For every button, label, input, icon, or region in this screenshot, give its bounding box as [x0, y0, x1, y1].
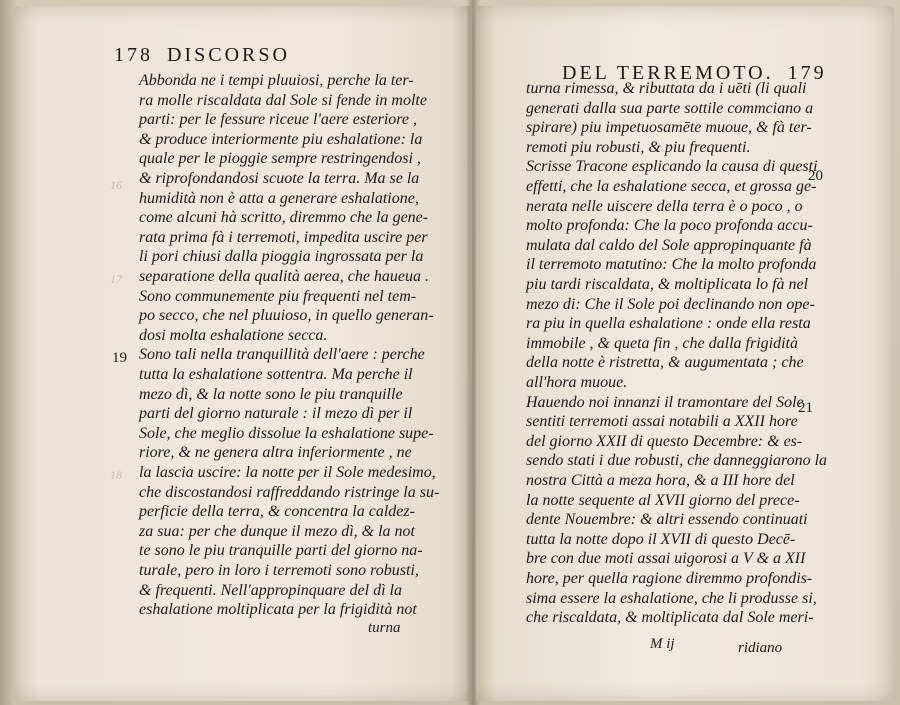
text-line: sentiti terremoti assai notabili a XXII hore [526, 413, 798, 431]
text-line: & frequenti. Nell'appropinquare del dì la [139, 581, 402, 599]
left-running-head [114, 44, 290, 67]
text-line: remoti piu robusti, & piu frequenti. [526, 138, 751, 156]
text-line: piu tardi riscaldata, & moltiplicata lo fà nel [526, 276, 809, 293]
right-margin-number-20: 20 [808, 168, 823, 184]
left-page-number: 178 [114, 44, 153, 66]
text-line: quale per le pioggie sempre restringendosi , [139, 150, 421, 168]
text-line: hore, per quella ragione diremmo profondis- [526, 570, 813, 587]
text-line: della notte è ristretta, & augumentata ; che [526, 354, 804, 372]
text-line: tutta la eshalatione sottentra. Ma perche il [139, 366, 413, 383]
text-line: il terremoto matutino: Che la molto profonda [526, 256, 817, 274]
right-page-number: 179 [787, 62, 827, 84]
left-catchword: turna [368, 620, 401, 636]
text-line: dosi molta eshalatione secca. [139, 326, 328, 344]
text-line: bre con due moti assai uigorosi a V & a XII [526, 550, 806, 568]
right-running-title: DEL TERREMOTO. [562, 62, 774, 84]
text-line: nerata nelle uiscere della terra è o poco , o [526, 197, 803, 215]
text-line: li pori chiusi dalla pioggia ingrossata per la [139, 248, 424, 266]
right-catchword: ridiano [738, 640, 783, 656]
text-line: effetti, che la eshalatione secca, et grossa ge- [526, 178, 817, 195]
text-line: molto profonda: Che la poco profonda accu- [526, 217, 813, 235]
text-line: che discostandosi raffreddando ristringe la su- [139, 483, 440, 501]
text-line: generati dalla sua parte sottile commciano a [526, 99, 814, 117]
text-line: parti del giorno naturale : il mezo dì per il [139, 405, 413, 423]
text-line: riore, & ne genera altra inferiormente , ne [139, 444, 412, 462]
text-line: turale, pero in loro i terremoti sono robusti, [139, 562, 419, 579]
left-page [14, 6, 470, 701]
text-line: Sole, che meglio dissolue la eshalatione supe- [139, 424, 434, 442]
text-line: Sono tali nella tranquillità dell'aere : perche [139, 346, 425, 364]
text-line: nostra Città a meza hora, & a III hore del [526, 472, 795, 489]
text-line: mulata dal caldo del Sole appropinquante fà [526, 236, 812, 254]
text-line: tutta la notte dopo il XVII di questo Decē- [526, 530, 796, 548]
text-line: parti: per le fessure riceue l'aere esteriore , [139, 111, 418, 129]
text-line: Scrisse Tracone esplicando la causa di questi [526, 158, 818, 176]
right-page [476, 6, 894, 701]
text-line: dente Nouembre: & altri essendo continuati [526, 511, 808, 529]
text-line: ra piu in quella eshalatione : onde ella resta [526, 315, 811, 333]
text-line: Sono communemente piu frequenti nel tem- [139, 287, 417, 305]
bleed-mark-18: 18 [110, 468, 122, 482]
text-line: immobile , & queta fin , che dalla frigidità [526, 334, 798, 352]
text-line: rata prima fà i terremoti, impedita uscire per [139, 228, 428, 246]
text-line: sima essere la eshalatione, che li produsse si, [526, 589, 817, 607]
bleed-mark-16: 16 [110, 178, 122, 192]
text-line: del giorno XXII di questo Decembre: & es- [526, 432, 803, 450]
text-line: & riprofondandosi scuote la terra. Ma se la [139, 170, 420, 187]
text-line: perficie della terra, & concentra la caldez- [139, 503, 415, 521]
text-line: separatione della qualità aerea, che haueua . [139, 268, 430, 285]
text-line: mezo dì, & la notte sono le piu tranquille [139, 385, 403, 403]
text-line: come alcuni hà scritto, diremmo che la gene- [139, 209, 429, 227]
text-line: Hauendo noi innanzi il tramontare del Sole [526, 393, 804, 411]
text-line: sendo stati i due robusti, che danneggiarono la [526, 452, 828, 470]
left-margin-number: 19 [112, 350, 127, 366]
left-running-title: DISCORSO [167, 44, 290, 66]
text-line: all'hora muoue. [526, 374, 628, 391]
signature-mark: M ij [650, 636, 675, 652]
text-line: spirare) piu impetuosamēte muoue, & fà ter- [526, 119, 812, 137]
right-margin-number-21: 21 [798, 400, 813, 416]
text-line: ra molle riscaldata dal Sole si fende in molte [139, 91, 427, 109]
text-line: turna rimessa, & ributtata da i uēti (li quali [526, 80, 807, 97]
text-line: za sua: per che dunque il mezo dì, & la not [139, 522, 415, 540]
text-line: po secco, che nel pluuioso, in quello generan- [139, 307, 434, 325]
text-line: te sono le piu tranquille parti del giorno na- [139, 542, 423, 560]
text-line: eshalatione moltiplicata per la frigidità not [139, 601, 417, 619]
text-line: la lascia uscire: la notte per il Sole medesimo, [139, 464, 436, 481]
text-line: & produce interiormente piu eshalatione: la [139, 130, 423, 148]
text-line: Abbonda ne i tempi pluuiosi, perche la ter- [139, 72, 414, 89]
text-line: humidità non è atta a generare eshalatione, [139, 189, 419, 207]
bleed-mark-17: 17 [110, 272, 122, 286]
text-line: che riscaldata, & moltiplicata dal Sole meri- [526, 609, 814, 627]
text-line: la notte sequente al XVII giorno del prece- [526, 491, 800, 509]
text-line: mezo di: Che il Sole poi declinando non ope- [526, 295, 815, 313]
